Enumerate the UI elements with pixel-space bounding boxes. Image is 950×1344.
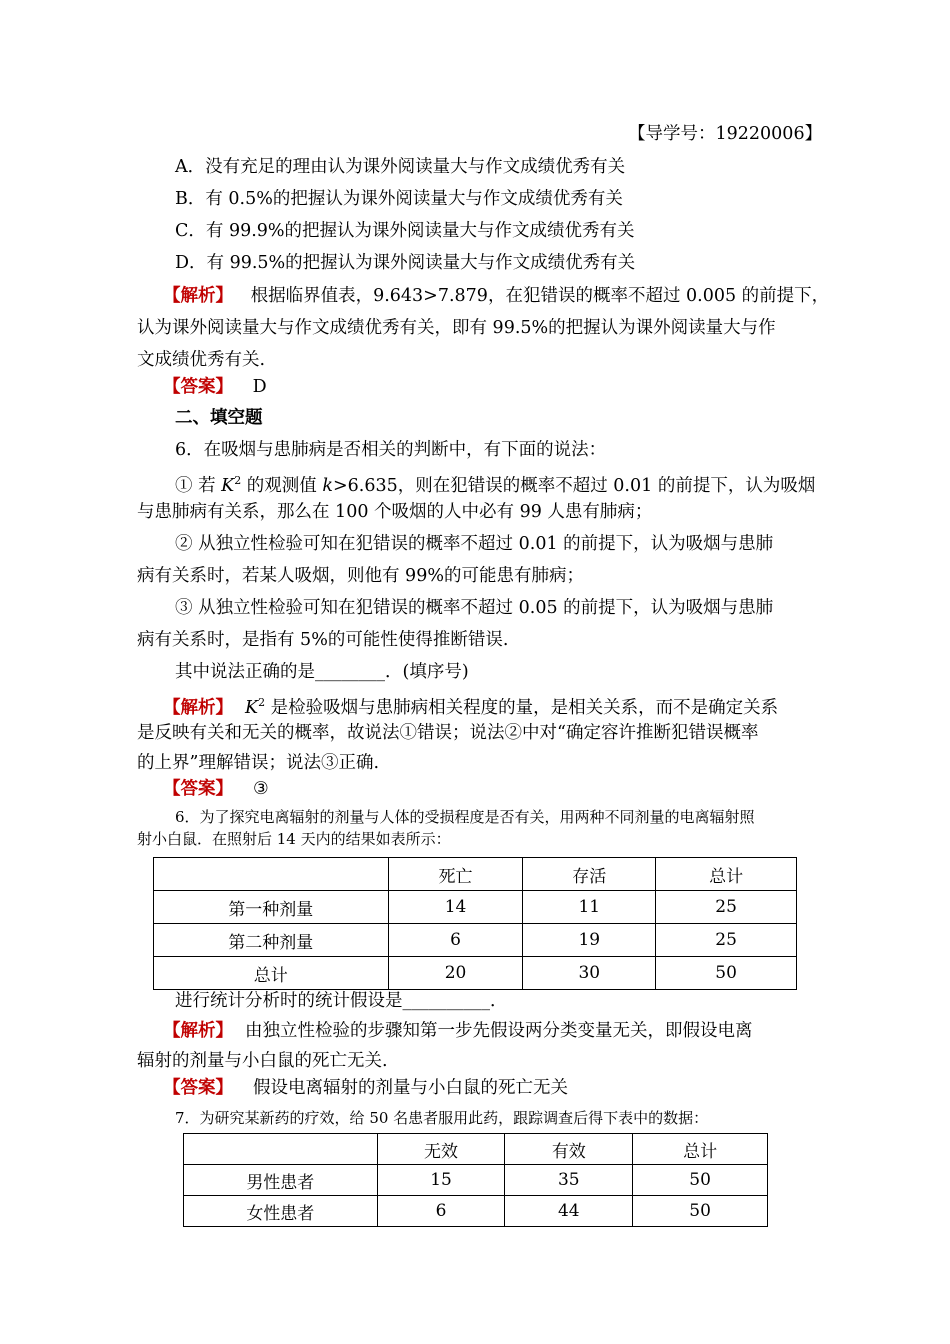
table-header: 死亡 [388,858,523,891]
table-row [184,1165,768,1196]
analysis-label: 【解析】 [163,1021,233,1041]
q6b-stem-line2: 射小白鼠．在照射后 14 天内的结果如表所示： [137,830,451,848]
table-header: 有效 [505,1134,633,1165]
s1-mid: 的观测值 [241,475,323,496]
table-cell: 6 [377,1196,505,1227]
q6-stem: 6．在吸烟与患肺病是否相关的判断中，有下面的说法： [175,440,607,460]
table-cell: 第二种剂量 [154,924,389,957]
s1-prefix: ① 若 [175,475,222,496]
table-cell: 30 [523,957,656,990]
table-cell: 50 [633,1196,768,1227]
q6-analysis-line2: 是反映有关和无关的概率，故说法①错误；说法②中对“确定容许推断犯错误概率 [137,723,759,743]
answer-label: 【答案】 [163,779,233,799]
analysis-sup: 2 [258,696,266,709]
table-cell: 11 [523,891,656,924]
table-row [154,924,797,957]
q6-answer [163,777,269,801]
s1-rest: >6.635，则在犯错误的概率不超过 0.01 的前提下，认为吸烟 [332,475,816,496]
q5-answer [163,375,267,399]
table-header: 存活 [523,858,656,891]
q6-analysis-line3: 的上界”理解错误；说法③正确. [137,753,380,773]
table-cell: 15 [377,1165,505,1196]
table-header: 无效 [377,1134,505,1165]
table-row [154,957,797,990]
answer-label: 【答案】 [163,377,233,397]
table-row [184,1196,768,1227]
q6b-analysis-line2: 辐射的剂量与小白鼠的死亡无关. [137,1051,388,1071]
table-cell: 总计 [154,957,389,990]
table-cell: 50 [656,957,797,990]
q5-analysis-line3: 文成绩优秀有关. [137,350,266,370]
drug-table [183,1133,768,1227]
analysis-label: 【解析】 [163,697,233,718]
table-cell: 25 [656,891,797,924]
q6-statement3-line1: ③ 从独立性检验可知在犯错误的概率不超过 0.05 的前提下，认为吸烟与患肺 [175,598,774,618]
radiation-table [153,857,797,990]
q6-statement1-line1 [175,469,815,498]
answer-label: 【答案】 [163,1078,233,1098]
table-cell: 男性患者 [184,1165,378,1196]
q6-statement3-line2: 病有关系时，是指有 5%的可能性使得推断错误. [137,630,509,650]
q6b-answer [163,1076,568,1100]
table-header-row [184,1134,768,1165]
q6b-ask: 进行统计分析时的统计假设是__________． [175,991,508,1011]
q5-analysis-line2: 认为课外阅读量大与作文成绩优秀有关，即有 99.5%的把握认为课外阅读量大与作 [137,318,776,338]
s1-k: K [221,475,235,496]
q6b-stem-line1: 6．为了探究电离辐射的剂量与人体的受损程度是否有关，用两种不同剂量的电离辐射照 [175,808,755,826]
q6-statement2-line1: ② 从独立性检验可知在犯错误的概率不超过 0.01 的前提下，认为吸烟与患肺 [175,534,774,554]
analysis-k: K [245,697,259,718]
answer-text: ③ [253,779,269,799]
s1-sup: 2 [234,474,242,487]
table-cell: 14 [388,891,523,924]
table-header-row [154,858,797,891]
option-b: B．有 0.5%的把握认为课外阅读量大与作文成绩优秀有关 [175,189,623,209]
table-header: 总计 [656,858,797,891]
option-c: C．有 99.9%的把握认为课外阅读量大与作文成绩优秀有关 [175,221,635,241]
analysis-text: 是检验吸烟与患肺病相关程度的量，是相关关系，而不是确定关系 [265,697,779,718]
q6-analysis-line1 [163,691,778,720]
table-cell: 50 [633,1165,768,1196]
analysis-text: 由独立性检验的步骤知第一步先假设两分类变量无关，即假设电离 [245,1021,753,1041]
table-header [154,858,389,891]
table-cell: 女性患者 [184,1196,378,1227]
table-cell: 第一种剂量 [154,891,389,924]
option-d: D．有 99.5%的把握认为课外阅读量大与作文成绩优秀有关 [175,253,636,273]
guide-number: 【导学号：19220006】 [628,124,823,144]
section-title: 二、填空题 [175,408,263,428]
table-cell: 25 [656,924,797,957]
q6-ask: 其中说法正确的是________．(填序号) [175,662,469,682]
q7-stem: 7．为研究某新药的疗效，给 50 名患者服用此药，跟踪调查后得下表中的数据： [175,1109,709,1127]
table-cell: 44 [505,1196,633,1227]
table-header: 总计 [633,1134,768,1165]
q5-analysis-line1 [163,284,829,308]
table-cell: 19 [523,924,656,957]
table-cell: 20 [388,957,523,990]
q6-statement1-line2: 与患肺病有关系，那么在 100 个吸烟的人中必有 99 人患有肺病； [137,502,653,522]
s1-k2: k [322,475,333,496]
option-a: A．没有充足的理由认为课外阅读量大与作文成绩优秀有关 [175,157,626,177]
q6-statement2-line2: 病有关系时，若某人吸烟，则他有 99%的可能患有肺病； [137,566,584,586]
q6b-analysis-line1 [163,1019,753,1043]
answer-text: 假设电离辐射的剂量与小白鼠的死亡无关 [253,1078,568,1098]
table-row [154,891,797,924]
table-header [184,1134,378,1165]
analysis-text: 根据临界值表，9.643>7.879，在犯错误的概率不超过 0.005 的前提下， [250,286,830,306]
table-cell: 35 [505,1165,633,1196]
table-cell: 6 [388,924,523,957]
analysis-label: 【解析】 [163,286,233,306]
answer-text: D [252,377,267,397]
